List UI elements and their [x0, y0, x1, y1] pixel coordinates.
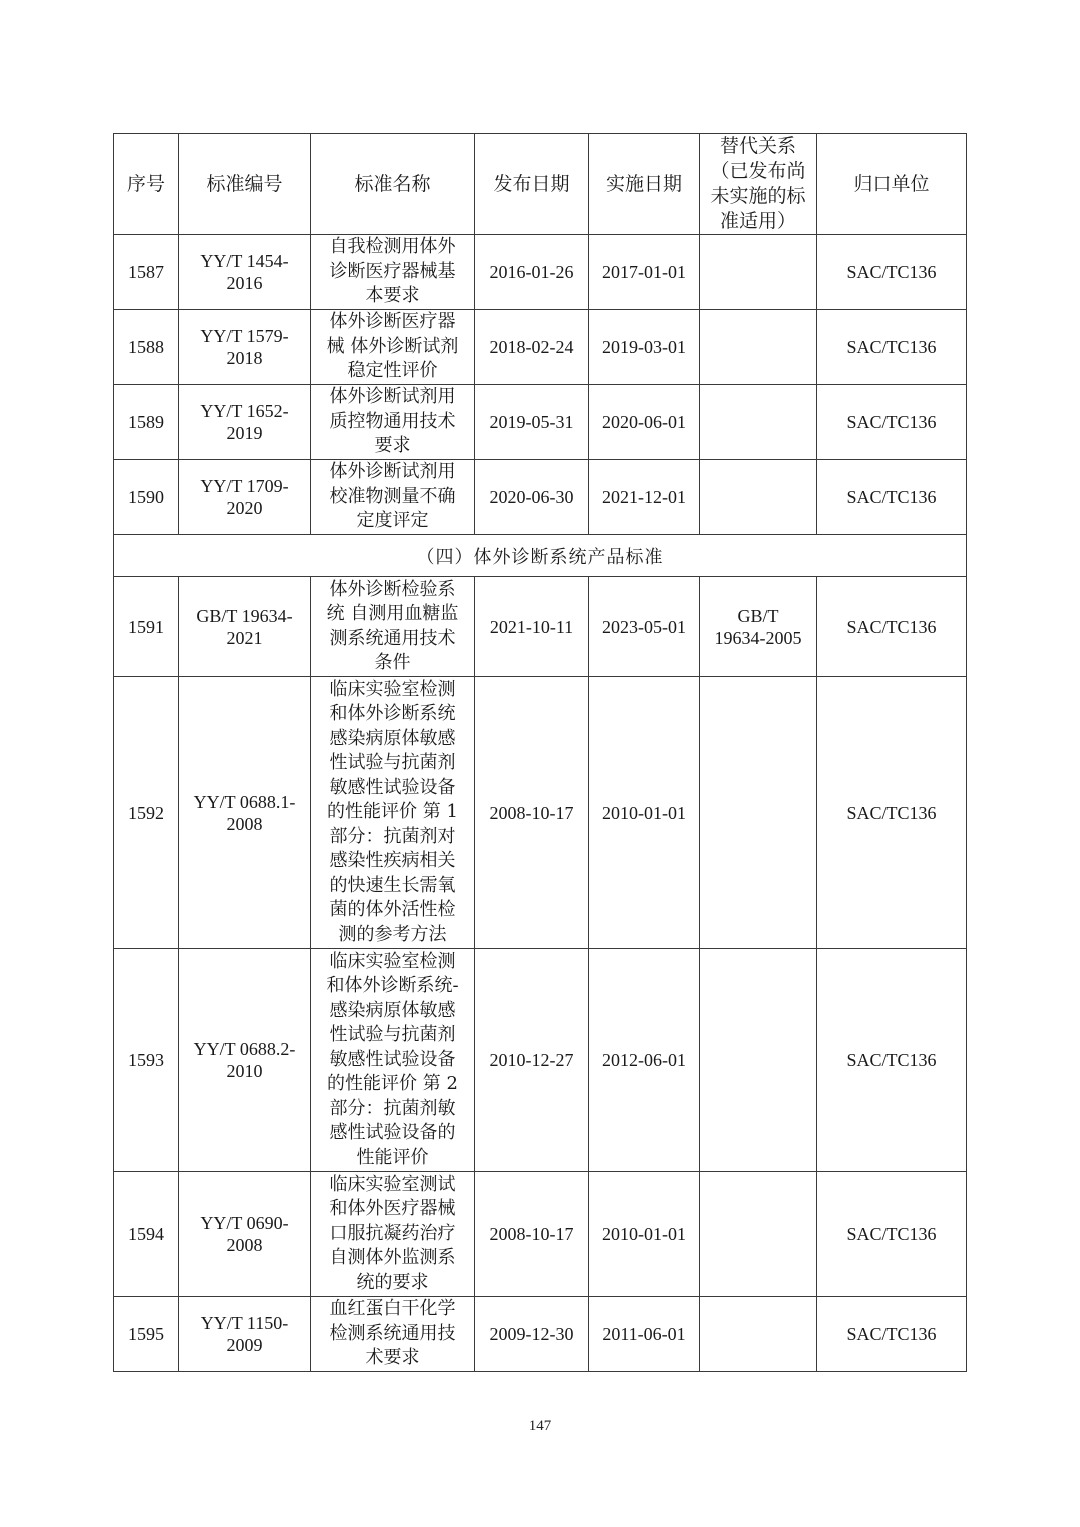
table-row	[114, 1172, 967, 1297]
replacement	[700, 385, 817, 460]
table-row	[114, 235, 967, 310]
header-cell: 标准名称	[311, 134, 475, 235]
replacement	[700, 677, 817, 949]
serial-number: 1591	[114, 577, 179, 677]
serial-number: 1587	[114, 235, 179, 310]
header-cell: 发布日期	[475, 134, 589, 235]
responsible-unit: SAC/TC136	[817, 949, 967, 1172]
serial-number: 1593	[114, 949, 179, 1172]
standard-code: YY/T 0688.2- 2010	[179, 949, 311, 1172]
implement-date: 2021-12-01	[589, 460, 700, 535]
table-row	[114, 577, 967, 677]
standard-name: 体外诊断检验系 统 自测用血糖监 测系统通用技术 条件	[311, 577, 475, 677]
standard-name: 体外诊断医疗器 械 体外诊断试剂 稳定性评价	[311, 310, 475, 385]
standard-code: YY/T 1652- 2019	[179, 385, 311, 460]
replacement	[700, 949, 817, 1172]
replacement	[700, 460, 817, 535]
standard-name: 体外诊断试剂用 质控物通用技术 要求	[311, 385, 475, 460]
header-cell: 标准编号	[179, 134, 311, 235]
responsible-unit: SAC/TC136	[817, 310, 967, 385]
responsible-unit: SAC/TC136	[817, 1297, 967, 1372]
header-cell: 实施日期	[589, 134, 700, 235]
implement-date: 2011-06-01	[589, 1297, 700, 1372]
standard-code: YY/T 0688.1- 2008	[179, 677, 311, 949]
responsible-unit: SAC/TC136	[817, 677, 967, 949]
publish-date: 2008-10-17	[475, 677, 589, 949]
publish-date: 2021-10-11	[475, 577, 589, 677]
implement-date: 2010-01-01	[589, 677, 700, 949]
standard-name: 临床实验室测试 和体外医疗器械 口服抗凝药治疗 自测体外监测系 统的要求	[311, 1172, 475, 1297]
replacement	[700, 1172, 817, 1297]
responsible-unit: SAC/TC136	[817, 577, 967, 677]
standard-name: 体外诊断试剂用 校准物测量不确 定度评定	[311, 460, 475, 535]
serial-number: 1589	[114, 385, 179, 460]
header-cell: 归口单位	[817, 134, 967, 235]
implement-date: 2023-05-01	[589, 577, 700, 677]
publish-date: 2019-05-31	[475, 385, 589, 460]
replacement	[700, 235, 817, 310]
standard-code: GB/T 19634- 2021	[179, 577, 311, 677]
serial-number: 1592	[114, 677, 179, 949]
section-title: （四）体外诊断系统产品标准	[114, 535, 967, 577]
header-cell: 替代关系 （已发布尚 未实施的标 准适用）	[700, 134, 817, 235]
standard-code: YY/T 1150- 2009	[179, 1297, 311, 1372]
publish-date: 2018-02-24	[475, 310, 589, 385]
publish-date: 2009-12-30	[475, 1297, 589, 1372]
standards-table	[113, 133, 967, 1372]
publish-date: 2020-06-30	[475, 460, 589, 535]
header-row	[114, 134, 967, 235]
table-row	[114, 385, 967, 460]
standard-name: 临床实验室检测 和体外诊断系统- 感染病原体敏感 性试验与抗菌剂 敏感性试验设备 的性能评价 第 2 部分：抗菌剂敏 感性试验设备的 性能评价	[311, 949, 475, 1172]
implement-date: 2012-06-01	[589, 949, 700, 1172]
responsible-unit: SAC/TC136	[817, 235, 967, 310]
standard-code: YY/T 1579- 2018	[179, 310, 311, 385]
implement-date: 2017-01-01	[589, 235, 700, 310]
table-row	[114, 949, 967, 1172]
serial-number: 1588	[114, 310, 179, 385]
table-row	[114, 677, 967, 949]
standard-code: YY/T 1454- 2016	[179, 235, 311, 310]
implement-date: 2019-03-01	[589, 310, 700, 385]
table-row	[114, 1297, 967, 1372]
replacement: GB/T 19634-2005	[700, 577, 817, 677]
serial-number: 1594	[114, 1172, 179, 1297]
standard-name: 临床实验室检测 和体外诊断系统 感染病原体敏感 性试验与抗菌剂 敏感性试验设备 的性能评价 第 1 部分：抗菌剂对 感染性疾病相关 的快速生长需氧 菌的体外活性检 测的参考方法	[311, 677, 475, 949]
table-row	[114, 310, 967, 385]
page-number: 147	[528, 1418, 552, 1434]
responsible-unit: SAC/TC136	[817, 1172, 967, 1297]
replacement	[700, 310, 817, 385]
implement-date: 2020-06-01	[589, 385, 700, 460]
serial-number: 1590	[114, 460, 179, 535]
responsible-unit: SAC/TC136	[817, 460, 967, 535]
standard-name: 血红蛋白干化学 检测系统通用技 术要求	[311, 1297, 475, 1372]
standard-name: 自我检测用体外 诊断医疗器械基 本要求	[311, 235, 475, 310]
responsible-unit: SAC/TC136	[817, 385, 967, 460]
header-cell: 序号	[114, 134, 179, 235]
table-row	[114, 460, 967, 535]
replacement	[700, 1297, 817, 1372]
publish-date: 2010-12-27	[475, 949, 589, 1172]
standard-code: YY/T 0690- 2008	[179, 1172, 311, 1297]
implement-date: 2010-01-01	[589, 1172, 700, 1297]
serial-number: 1595	[114, 1297, 179, 1372]
section-row	[114, 535, 967, 577]
standard-code: YY/T 1709- 2020	[179, 460, 311, 535]
publish-date: 2008-10-17	[475, 1172, 589, 1297]
publish-date: 2016-01-26	[475, 235, 589, 310]
